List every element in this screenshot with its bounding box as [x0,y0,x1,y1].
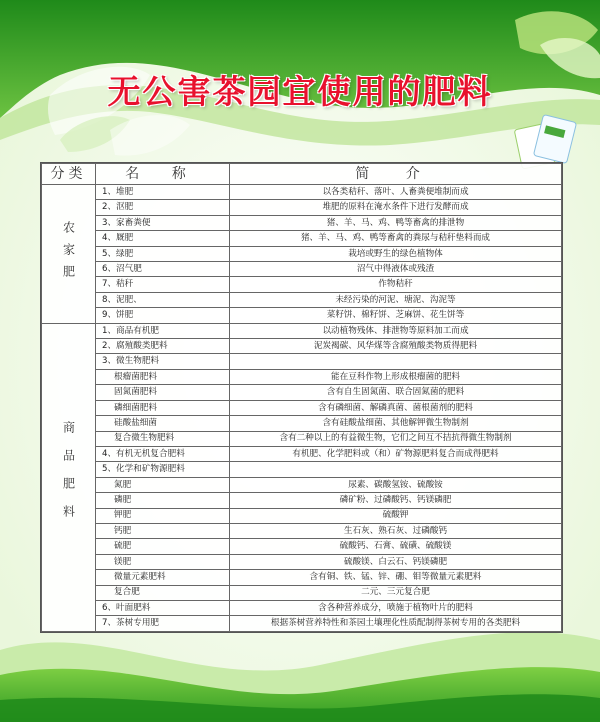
fertilizer-desc-cell: 以动植物残体、排泄物等原料加工而成 [230,323,562,338]
page-title: 无公害茶园宜使用的肥料 [107,72,493,111]
fertilizer-name-cell: 复合微生物肥料 [96,431,230,446]
table-row [42,523,562,538]
fertilizer-name-cell: 7、茶树专用肥 [96,616,230,632]
fertilizer-desc-cell: 硫酸钙、石膏、硫磺、硫酸镁 [230,539,562,554]
table-row [42,200,562,215]
table-row [42,493,562,508]
fertilizer-name-cell: 镁肥 [96,554,230,569]
table-row [42,185,562,200]
fertilizer-desc-cell [230,462,562,477]
table-row [42,462,562,477]
table-row [42,339,562,354]
table-row [42,385,562,400]
table-row [42,246,562,261]
category-cell: 农家肥 [42,185,96,324]
fertilizer-desc-cell: 以各类秸秆、落叶、人畜粪便堆制而成 [230,185,562,200]
table-row [42,508,562,523]
table-row [42,600,562,615]
fertilizer-desc-cell: 沼气中得液体或残渣 [230,262,562,277]
fertilizer-name-cell: 6、沼气肥 [96,262,230,277]
table-row [42,323,562,338]
fertilizer-desc-cell: 含有铜、铁、锰、锌、硼、钼等微量元素肥料 [230,570,562,585]
fertilizer-name-cell: 复合肥 [96,585,230,600]
fertilizer-name-cell: 4、厩肥 [96,231,230,246]
fertilizer-desc-cell: 含有二种以上的有益微生物，它们之间互不拮抗得微生物制剂 [230,431,562,446]
table-row [42,400,562,415]
fertilizer-name-cell: 2、沤肥 [96,200,230,215]
table-row [42,431,562,446]
fertilizer-name-cell: 5、化学和矿物源肥料 [96,462,230,477]
table-row [42,231,562,246]
fertilizer-desc-cell: 菜籽饼、棉籽饼、芝麻饼、花生饼等 [230,308,562,323]
table-row [42,308,562,323]
table-row [42,262,562,277]
fertilizer-desc-cell: 有机肥、化学肥料或（和）矿物源肥料复合而成得肥料 [230,446,562,461]
fertilizer-desc-cell: 生石灰、熟石灰、过磷酸钙 [230,523,562,538]
table-row [42,585,562,600]
fertilizer-desc-cell: 含有硅酸盐细菌、其他解钾微生物制剂 [230,416,562,431]
fertilizer-desc-cell: 栽培或野生的绿色植物体 [230,246,562,261]
fertilizer-name-cell: 硫肥 [96,539,230,554]
fertilizer-desc-cell: 根据茶树营养特性和茶园土壤理化性质配制得茶树专用的各类肥料 [230,616,562,632]
table-row [42,570,562,585]
fertilizer-desc-cell: 未经污染的河泥、塘泥、沟泥等 [230,292,562,307]
fertilizer-desc-cell: 含有自生固氮菌、联合固氮菌的肥料 [230,385,562,400]
table-row [42,215,562,230]
fertilizer-name-cell: 微量元素肥料 [96,570,230,585]
table-row [42,354,562,369]
fertilizer-desc-cell: 含有磷细菌、解磷真菌、菌根菌剂的肥料 [230,400,562,415]
table-row [42,616,562,632]
header-description: 简 介 [230,164,562,185]
fertilizer-desc-cell: 含各种营养成分，喷施于植物叶片的肥料 [230,600,562,615]
fertilizer-desc-cell: 硫酸镁、白云石、钙镁磷肥 [230,554,562,569]
fertilizer-name-cell: 7、秸秆 [96,277,230,292]
fertilizer-name-cell: 根瘤菌肥料 [96,369,230,384]
fertilizer-name-cell: 钾肥 [96,508,230,523]
fertilizer-name-cell: 9、饼肥 [96,308,230,323]
fertilizer-desc-cell: 作物秸秆 [230,277,562,292]
fertilizer-name-cell: 3、微生物肥料 [96,354,230,369]
table-row [42,277,562,292]
fertilizer-desc-cell: 猪、羊、马、鸡、鸭等畜禽的粪尿与秸秆垫料而成 [230,231,562,246]
fertilizer-desc-cell: 二元、三元复合肥 [230,585,562,600]
fertilizer-name-cell: 氮肥 [96,477,230,492]
fertilizer-desc-cell: 泥炭褐碳、风华煤等含腐殖酸类物质得肥料 [230,339,562,354]
table-row [42,369,562,384]
fertilizer-name-cell: 6、叶面肥料 [96,600,230,615]
fertilizer-name-cell: 固氮菌肥料 [96,385,230,400]
fertilizer-table [40,162,563,633]
fertilizer-name-cell: 1、商品有机肥 [96,323,230,338]
fertilizer-desc-cell: 猪、羊、马、鸡、鸭等畜禽的排泄物 [230,215,562,230]
table-row [42,539,562,554]
table-row [42,416,562,431]
fertilizer-desc-cell: 磷矿粉、过磷酸钙、钙镁磷肥 [230,493,562,508]
fertilizer-name-cell: 硅酸盐细菌 [96,416,230,431]
header-name: 名 称 [96,164,230,185]
fertilizer-name-cell: 4、有机无机复合肥料 [96,446,230,461]
table-row [42,292,562,307]
fertilizer-name-cell: 8、泥肥、 [96,292,230,307]
fertilizer-name-cell: 5、绿肥 [96,246,230,261]
category-cell: 商品肥料 [42,323,96,631]
fertilizer-desc-cell: 堆肥的原料在淹水条件下进行发酵而成 [230,200,562,215]
header-category: 分类 [42,164,96,185]
table-header-row [42,164,562,185]
fertilizer-name-cell: 磷肥 [96,493,230,508]
fertilizer-desc-cell: 能在豆科作物上形成根瘤菌的肥料 [230,369,562,384]
fertilizer-name-cell: 钙肥 [96,523,230,538]
fertilizer-name-cell: 磷细菌肥料 [96,400,230,415]
fertilizer-name-cell: 1、堆肥 [96,185,230,200]
fertilizer-desc-cell: 尿素、碳酸氢铵、硫酸铵 [230,477,562,492]
table-row [42,554,562,569]
fertilizer-name-cell: 2、腐殖酸类肥料 [96,339,230,354]
table-row [42,446,562,461]
fertilizer-desc-cell [230,354,562,369]
fertilizer-name-cell: 3、家畜粪便 [96,215,230,230]
fertilizer-desc-cell: 硫酸钾 [230,508,562,523]
table-row [42,477,562,492]
